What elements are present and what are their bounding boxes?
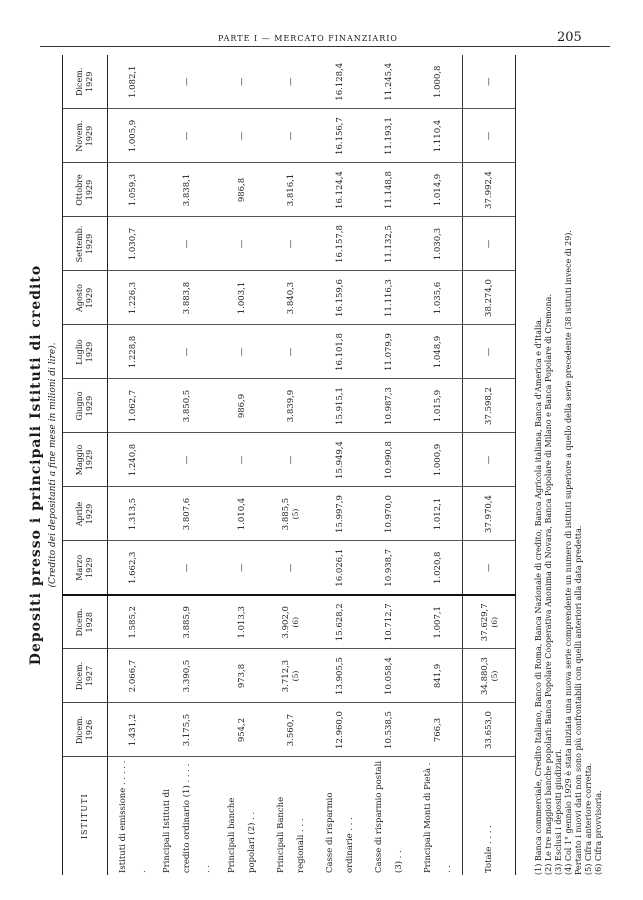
cell-value: 1.014,9 <box>432 173 443 207</box>
cell-value: 1.082,1 <box>127 65 138 98</box>
cell-value: 973,8 <box>236 663 247 689</box>
table-cell <box>463 217 516 271</box>
cell-value: — <box>285 239 296 249</box>
table-cell <box>108 487 158 541</box>
table-cell <box>266 541 315 595</box>
cell-value: 3.390,5 <box>182 659 192 693</box>
institute-label: Istituti di emissione . . . . . . <box>117 760 148 873</box>
table-cell <box>463 55 516 109</box>
table-cell <box>413 163 463 217</box>
cell-value: 33.653,0 <box>484 711 494 749</box>
total-row <box>463 55 516 875</box>
table-cell <box>364 379 413 433</box>
table-cell <box>157 271 217 325</box>
table-cell <box>266 649 315 703</box>
column-header: Settemb. 1929 <box>63 217 108 271</box>
cell-value: — <box>484 239 494 249</box>
cell-value: 16.128,4 <box>334 62 345 101</box>
table-cell <box>463 109 516 163</box>
cell-value: 16.159,6 <box>334 279 345 317</box>
cell-value: 10.987,3 <box>383 387 394 425</box>
table-cell <box>364 325 413 379</box>
cell-value: 16.026,1 <box>334 548 345 587</box>
table-cell <box>266 379 315 433</box>
cell-value: 37.970,4 <box>484 495 494 533</box>
table-cell <box>413 703 463 757</box>
cell-value: 3.712,3 <box>281 659 291 693</box>
cell-value: — <box>182 455 192 465</box>
cell-value: 3.885,5 <box>281 497 291 531</box>
cell-value: — <box>236 77 247 86</box>
table-subtitle: (Credito dei depositanti a fine mese in milioni di lire). <box>48 342 58 588</box>
table-cell <box>413 379 463 433</box>
institute-label: Casse di risparmio postali (3) . . <box>373 760 404 873</box>
table-cell <box>108 433 158 487</box>
cell-value: 34.880,3 <box>479 657 490 695</box>
table-cell <box>108 649 158 703</box>
cell-value: 11.245,4 <box>383 62 394 101</box>
cell-value: 10.938,7 <box>383 548 394 587</box>
cell-value: 1.007,1 <box>432 606 443 639</box>
cell-value: 10.538,5 <box>383 711 394 749</box>
table-cell <box>364 55 413 109</box>
table-cell <box>157 325 217 379</box>
table-cell <box>315 541 364 595</box>
cell-value: 1.015,9 <box>432 389 443 423</box>
table-row <box>413 55 463 875</box>
table-cell <box>463 163 516 217</box>
cell-footnote: (5) <box>291 508 300 520</box>
deposits-table <box>62 55 516 875</box>
cell-value: 1.228,8 <box>127 335 138 369</box>
table-cell <box>463 703 516 757</box>
cell-value: 3.840,3 <box>285 281 296 315</box>
table-cell <box>157 433 217 487</box>
column-header: Luglio 1929 <box>63 325 108 379</box>
column-header: Novem. 1929 <box>63 109 108 163</box>
table-cell <box>217 55 266 109</box>
table-cell <box>364 109 413 163</box>
rotated-table-block <box>22 55 612 875</box>
cell-value: 1.010,4 <box>236 497 247 531</box>
table-cell <box>463 487 516 541</box>
table-cell <box>413 55 463 109</box>
table-cell <box>108 541 158 595</box>
cell-value: 1.035,6 <box>432 281 443 315</box>
cell-value: 3.816,1 <box>285 173 296 207</box>
column-header: Giugno 1929 <box>63 379 108 433</box>
cell-value: — <box>236 455 247 465</box>
cell-value: 37.992,4 <box>484 171 494 209</box>
cell-value: 11.148,8 <box>383 171 394 209</box>
institute-label: Principali Istituti di credito ordinario (1) . . . . . . <box>162 763 212 873</box>
cell-footnote: (5) <box>291 670 300 682</box>
header-row <box>63 55 108 875</box>
table-cell <box>315 325 364 379</box>
table-body <box>108 55 516 875</box>
table-cell <box>217 109 266 163</box>
table-cell <box>108 271 158 325</box>
column-header: Dicem. 1926 <box>63 703 108 757</box>
cell-value: 3.560,7 <box>285 713 296 747</box>
table-cell <box>217 541 266 595</box>
table-cell <box>413 325 463 379</box>
cell-value: — <box>182 563 192 572</box>
table-row <box>108 55 158 875</box>
cell-value: 2.066,7 <box>127 659 138 693</box>
cell-value: 1.005,9 <box>127 119 138 153</box>
table-cell <box>217 703 266 757</box>
page-header <box>0 0 643 60</box>
table-cell <box>364 703 413 757</box>
cell-value: 37.598,2 <box>484 387 494 425</box>
cell-value: 3.885,9 <box>182 606 192 639</box>
table-cell <box>315 271 364 325</box>
footnote-line: (2) Le tre maggiori banche popolari: Banca Popolare Cooperativa Anonima di Novara, Banca Popolare di Milano e Banca Popolare di Cremona. <box>544 294 553 875</box>
table-cell <box>364 217 413 271</box>
cell-value: 766,3 <box>432 717 443 743</box>
cell-value: — <box>182 131 192 141</box>
table-cell <box>157 487 217 541</box>
table-cell <box>413 217 463 271</box>
table-cell <box>108 379 158 433</box>
table-cell <box>364 433 413 487</box>
table-cell <box>108 325 158 379</box>
table-cell <box>463 649 516 703</box>
cell-value: 15.949,4 <box>334 441 345 479</box>
table-cell <box>217 487 266 541</box>
table-cell <box>266 703 315 757</box>
cell-value: 986,8 <box>236 177 247 203</box>
table-cell <box>413 541 463 595</box>
table-cell <box>364 163 413 217</box>
table-cell <box>315 487 364 541</box>
table-cell <box>266 109 315 163</box>
cell-value: — <box>285 563 296 572</box>
table-cell <box>108 217 158 271</box>
table-cell <box>413 109 463 163</box>
page-number: 205 <box>557 30 582 45</box>
cell-value: — <box>236 563 247 572</box>
table-cell <box>157 595 217 649</box>
cell-value: — <box>484 77 494 86</box>
table-cell <box>463 379 516 433</box>
table-cell <box>217 379 266 433</box>
cell-value: 38.274,0 <box>484 279 494 317</box>
table-cell <box>315 109 364 163</box>
table-row <box>266 55 315 875</box>
table-cell <box>157 217 217 271</box>
cell-value: — <box>182 239 192 249</box>
table-cell <box>217 271 266 325</box>
cell-value: 3.902,0 <box>281 606 291 639</box>
footnote-line: (5) Cifra anteriore corretta. <box>584 762 593 875</box>
table-cell <box>315 595 364 649</box>
footnotes <box>534 55 604 875</box>
cell-value: 10.990,8 <box>383 441 394 479</box>
column-header: Dicem. 1928 <box>63 595 108 649</box>
table-cell <box>315 163 364 217</box>
table-cell <box>266 217 315 271</box>
table-cell <box>364 649 413 703</box>
table-cell <box>463 595 516 649</box>
table-cell <box>266 325 315 379</box>
institute-label: Totale . . . . <box>463 757 516 875</box>
table-cell <box>217 433 266 487</box>
cell-value: 1.030,7 <box>127 227 138 261</box>
cell-value: — <box>285 77 296 86</box>
cell-value: 3.807,6 <box>182 497 192 531</box>
cell-value: — <box>236 131 247 141</box>
table-cell <box>266 433 315 487</box>
table-cell <box>266 55 315 109</box>
cell-value: — <box>484 347 494 357</box>
cell-value: — <box>285 131 296 141</box>
cell-value: 1.062,7 <box>127 389 138 423</box>
footnote-line: (1) Banca commerciale, Credito Italiano, Banco di Roma, Banca Nazionale di credito, Banca Agricola italiana, Banca d'America e d'Italia. <box>534 317 543 875</box>
cell-value: — <box>236 347 247 357</box>
table-cell <box>364 271 413 325</box>
cell-value: — <box>182 77 192 86</box>
cell-value: 1.003,1 <box>236 281 247 315</box>
table-cell <box>413 433 463 487</box>
table-row <box>217 55 266 875</box>
cell-value: 1.226,3 <box>127 281 138 315</box>
cell-value: 10.970,0 <box>383 495 394 533</box>
cell-value: 11.132,5 <box>383 225 394 263</box>
cell-value: 1.059,3 <box>127 173 138 207</box>
table-cell <box>463 271 516 325</box>
table-cell <box>108 163 158 217</box>
table-cell <box>157 55 217 109</box>
cell-value: 1.110,4 <box>432 119 443 153</box>
table-cell <box>157 649 217 703</box>
cell-value: 10.058,4 <box>383 657 394 695</box>
cell-value: 11.193,1 <box>383 117 394 155</box>
table-cell <box>108 595 158 649</box>
institute-label: Principali Monti di Pietà . . . <box>422 762 453 873</box>
table-cell <box>315 379 364 433</box>
cell-value: — <box>182 347 192 357</box>
table-cell <box>315 649 364 703</box>
column-header: Maggio 1929 <box>63 433 108 487</box>
footnote-line: (6) Cifra provvisoria. <box>594 790 603 875</box>
column-header: Marzo 1929 <box>63 541 108 595</box>
table-cell <box>157 541 217 595</box>
cell-value: 12.960,0 <box>334 711 345 749</box>
table-cell <box>266 595 315 649</box>
cell-value: 16.156,7 <box>334 117 345 155</box>
cell-value: 3.175,5 <box>182 713 192 747</box>
cell-value: 1.313,5 <box>127 497 138 531</box>
cell-footnote: (6) <box>489 616 499 628</box>
cell-value: 3.883,8 <box>182 281 192 315</box>
cell-value: 3.838,1 <box>182 173 192 207</box>
header-rule <box>40 46 610 47</box>
table-cell <box>266 271 315 325</box>
column-header: Ottobre 1929 <box>63 163 108 217</box>
cell-value: 11.079,9 <box>383 333 394 371</box>
cell-value: 16.157,8 <box>334 225 345 263</box>
cell-value: 986,9 <box>236 393 247 419</box>
cell-value: 1.020,8 <box>432 551 443 584</box>
footnote-line: (4) Col 1° gennaio 1929 è stata iniziata una nuova serie comprendente un numero di istituti superiore a quello della serie precedente (38 istituti invece di 29). <box>564 230 573 875</box>
cell-value: 10.712,7 <box>383 603 394 642</box>
cell-value: 1.048,9 <box>432 335 443 369</box>
table-cell <box>108 55 158 109</box>
cell-value: 16.124,4 <box>334 171 345 209</box>
table-cell <box>157 109 217 163</box>
table-cell <box>315 55 364 109</box>
table-cell <box>413 595 463 649</box>
table-cell <box>157 379 217 433</box>
cell-value: 1.013,3 <box>236 606 247 639</box>
cell-value: 1.012,1 <box>432 497 443 531</box>
table-cell <box>315 703 364 757</box>
cell-value: 954,2 <box>236 717 247 743</box>
cell-value: 1.240,8 <box>127 443 138 477</box>
cell-value: — <box>285 455 296 465</box>
table-row <box>364 55 413 875</box>
table-cell <box>413 649 463 703</box>
table-cell <box>217 595 266 649</box>
cell-value: 1.030,3 <box>432 227 443 261</box>
column-header: Agosto 1929 <box>63 271 108 325</box>
cell-value: — <box>484 455 494 465</box>
table-cell <box>315 217 364 271</box>
table-cell <box>413 271 463 325</box>
cell-footnote: (5) <box>489 670 499 682</box>
cell-value: 3.850,5 <box>182 389 192 423</box>
table-cell <box>108 703 158 757</box>
cell-value: 15.915,1 <box>334 387 345 425</box>
cell-value: 1.662,3 <box>127 551 138 584</box>
cell-value: 1.000,9 <box>432 443 443 477</box>
column-header: Aprile 1929 <box>63 487 108 541</box>
cell-value: — <box>484 563 494 572</box>
table-cell <box>315 433 364 487</box>
table-cell <box>108 109 158 163</box>
cell-value: 1.431,2 <box>127 713 138 747</box>
footnote-line: (3) Esclusi i depositi giudiziari. <box>554 748 563 875</box>
table-cell <box>266 163 315 217</box>
cell-value: — <box>484 131 494 141</box>
cell-footnote: (6) <box>291 616 300 628</box>
table-cell <box>413 487 463 541</box>
cell-value: 11.116,3 <box>383 279 394 317</box>
cell-value: 15.997,9 <box>334 495 345 533</box>
footnote-line: Pertanto i nuovi dati non sono più confrontabili con quelli anteriori alla data predetta. <box>574 525 583 875</box>
institute-label: Principali banche popolari (2) . . <box>226 797 257 873</box>
cell-value: 3.839,9 <box>285 389 296 423</box>
table-cell <box>364 595 413 649</box>
table-title: Depositi presso i principali Istituti di credito <box>28 264 44 666</box>
table-cell <box>463 325 516 379</box>
cell-value: — <box>285 347 296 357</box>
institute-label: Principali Banche regionali . . . <box>275 796 306 873</box>
table-cell <box>463 433 516 487</box>
column-header: Dicem. 1927 <box>63 649 108 703</box>
cell-value: 841,9 <box>432 663 443 689</box>
table-row <box>157 55 217 875</box>
cell-value: 13.905,5 <box>334 657 345 695</box>
table-cell <box>157 703 217 757</box>
table-cell <box>217 325 266 379</box>
cell-value: — <box>236 239 247 249</box>
column-header: Dicem. 1929 <box>63 55 108 109</box>
table-cell <box>217 163 266 217</box>
cell-value: 16.101,8 <box>334 333 345 371</box>
cell-value: 1.000,8 <box>432 65 443 98</box>
table-cell <box>217 649 266 703</box>
cell-value: 15.628,2 <box>334 603 345 642</box>
table-cell <box>266 487 315 541</box>
cell-value: 37.629,7 <box>479 603 490 642</box>
table-cell <box>364 487 413 541</box>
institute-label: Casse di risparmio ordinarie . . . <box>324 792 355 873</box>
institute-column-header: ISTITUTI <box>63 757 108 875</box>
cell-value: 1.585,2 <box>127 606 138 639</box>
table-cell <box>157 163 217 217</box>
table-cell <box>364 541 413 595</box>
table-row <box>315 55 364 875</box>
table-cell <box>217 217 266 271</box>
table-cell <box>463 541 516 595</box>
running-title: PARTE I — MERCATO FINANZIARIO <box>218 34 398 43</box>
